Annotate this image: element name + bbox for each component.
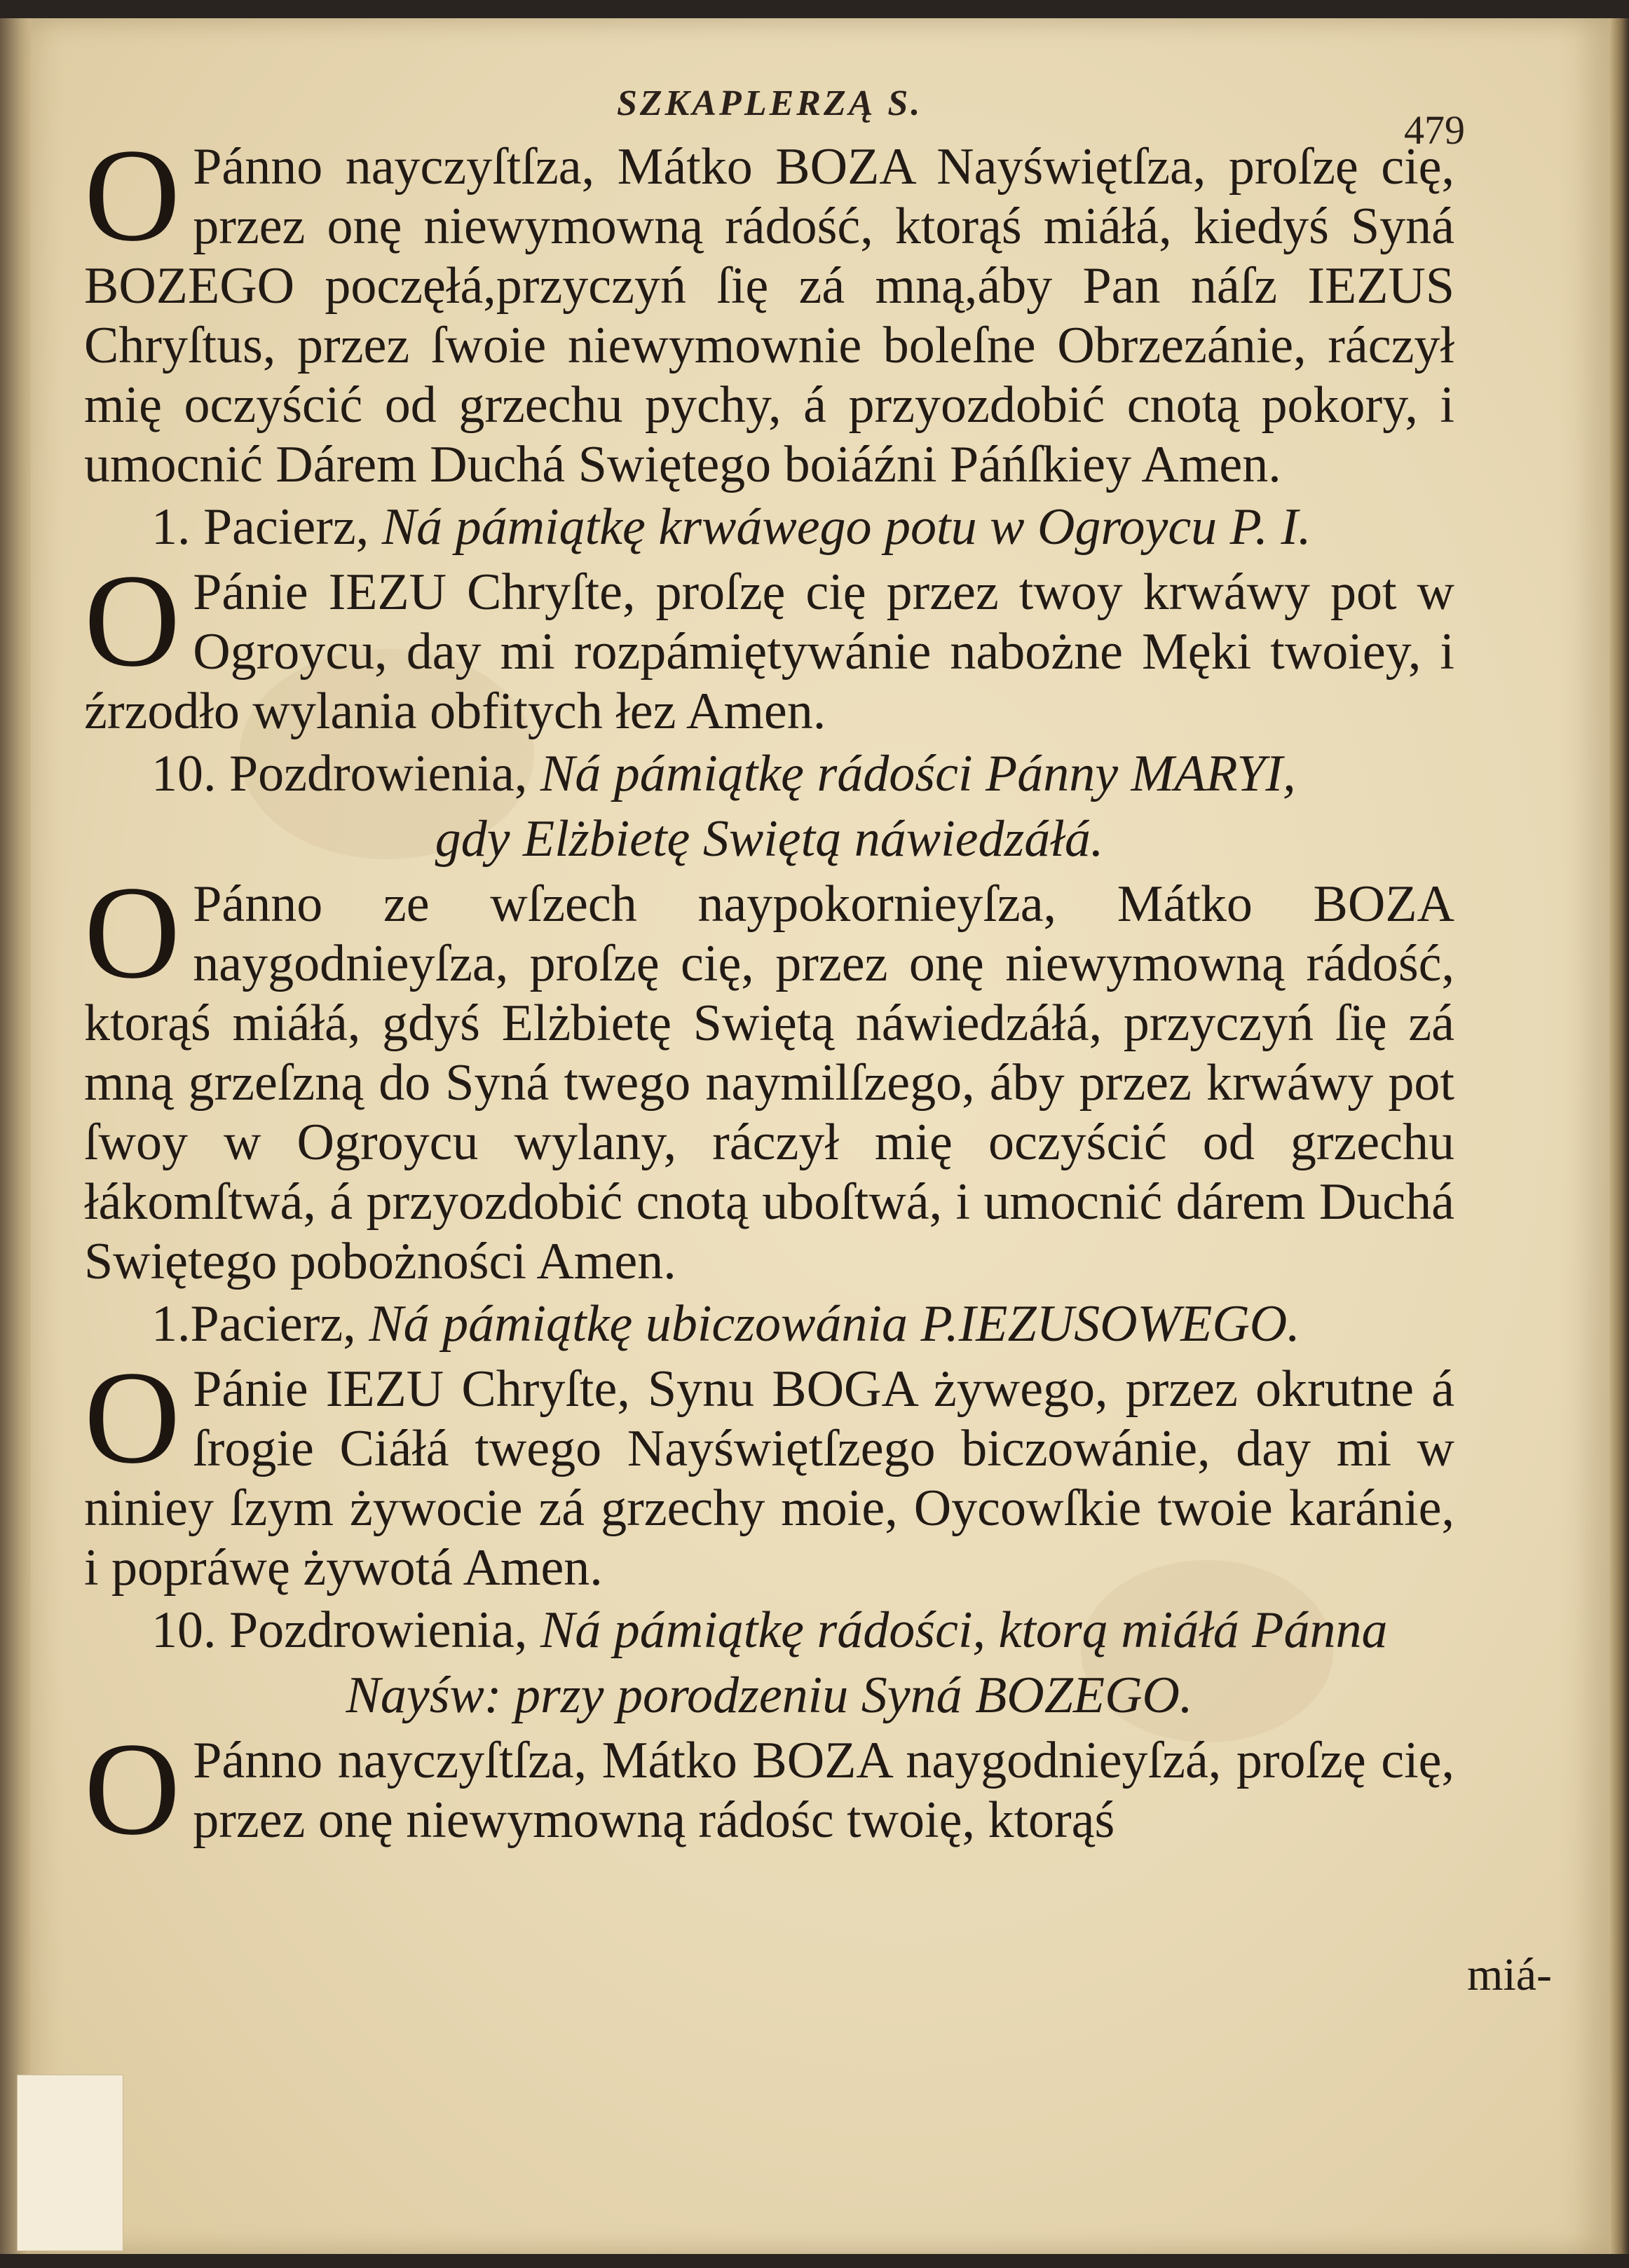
rubric-line: [84, 744, 1454, 804]
page-edge-shadow: [1609, 18, 1629, 2254]
running-title: SZKAPLERZĄ S.: [617, 83, 923, 123]
rubric-italic: Ná pámiątkę rádości, ktorą miáłá Pánna: [540, 1601, 1388, 1659]
rubric-label: 1. Pacierz,: [151, 498, 369, 556]
prayer-paragraph: OPánie IEZU Chryſte, Synu BOGA żywego, przez okrutne á ſrogie Ciáłá twego Nayświętſzego biczowánie, day mi w niniey ſzym żywocie zá grzechy moie, Oycowſkie twoie karánie, i popráwę żywotá Amen.: [84, 1344, 1454, 1597]
rubric-label: 1.Pacierz,: [151, 1295, 356, 1353]
paper-tab: [17, 2075, 123, 2251]
rubric-line: [84, 1294, 1454, 1354]
rubric-line: [84, 1601, 1454, 1660]
catchword: miá-: [1467, 1949, 1552, 2000]
rubric-italic: Ná pámiątkę krwáwego potu w Ogroycu P. I.: [381, 498, 1311, 556]
prayer-paragraph: OPánno nayczyſtſza, Mátko BOZA naygodnieyſzá, proſzę cię, przez onę niewymowną rádośc twoię, ktorąś: [84, 1716, 1454, 1863]
prayer-paragraph: OPánno nayczyſtſza, Mátko BOZA Nayświętſza, proſzę cię, przez onę niewymowną rádość, ktorąś miáłá, kiedyś Syná BOZEGO poczęłá,przyczyń ſię zá mną,áby Pan náſz IEZUS Chryſtus, przez ſwoie niewymownie boleſne Obrzezánie, ráczył mię oczyścić od grzechu pychy, á przyozdobić cnotą pokory, i umocnić Dárem Duchá Swiętego boiáźni Páńſkiey Amen.: [84, 122, 1454, 493]
rubric-label: 10. Pozdrowienia,: [151, 745, 528, 802]
rubric-continuation: Nayśw: przy porodzeniu Syná BOZEGO.: [346, 1667, 1193, 1724]
rubric-continuation: gdy Elżbietę Swiętą náwiedzáłá.: [435, 810, 1104, 868]
prayer-paragraph: OPánno ze wſzech naypokornieyſza, Mátko BOZA naygodnieyſza, proſzę cię, przez onę niewymowną rádość, ktorąś miáłá, gdyś Elżbietę Swiętą náwiedzáłá, przyczyń ſię zá mną grzeſzną do Syná twego naymilſzego, áby przez krwáwy pot ſwoy w Ogroycu wylany, ráczył mię oczyścić od grzechu łákomſtwá, á przyozdobić cnotą uboſtwá, i umocnić dárem Duchá Swiętego pobożności Amen.: [84, 859, 1454, 1290]
rubric-line: [84, 498, 1454, 557]
rubric-italic: Ná pámiątkę ubiczowánia P.IEZUSOWEGO.: [369, 1295, 1300, 1353]
rubric-italic: Ná pámiątkę rádości Pánny MARYI,: [540, 745, 1296, 802]
rubric-label: 10. Pozdrowienia,: [151, 1601, 528, 1659]
page-number: 479: [1404, 107, 1465, 153]
page-header: [84, 76, 1465, 153]
prayer-paragraph: OPánie IEZU Chryſte, proſzę cię przez twoy krwáwy pot w Ogroycu, day mi rozpámiętywánie nabożne Męki twoiey, i źrzodło wylania obfitych łez Amen.: [84, 547, 1454, 740]
